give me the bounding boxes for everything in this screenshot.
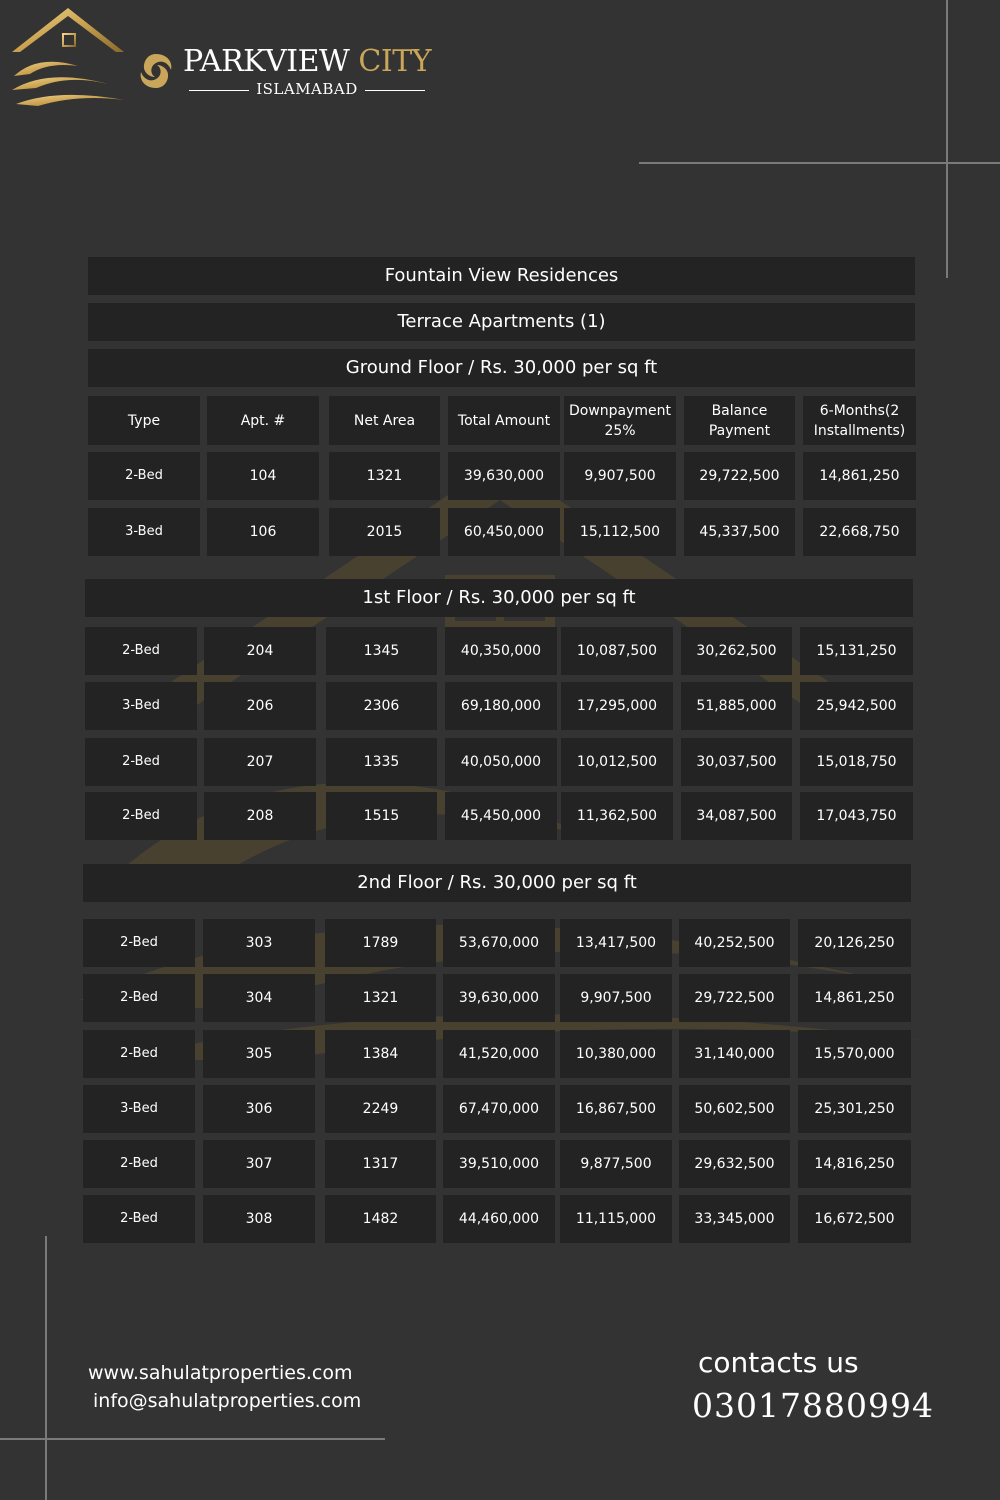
- table-cell: 39,510,000: [443, 1140, 555, 1188]
- table-cell: 1321: [329, 452, 440, 500]
- table-cell: 11,362,500: [561, 792, 673, 840]
- project-title: Fountain View Residences: [384, 265, 619, 286]
- table-cell: 31,140,000: [679, 1030, 790, 1078]
- brand-name: [183, 44, 431, 79]
- floor-title-bar: [85, 579, 913, 617]
- table-cell: 40,350,000: [445, 627, 557, 675]
- table-cell: 67,470,000: [443, 1085, 555, 1133]
- category-title: Terrace Apartments (1): [397, 311, 606, 332]
- table-cell: 2-Bed: [85, 792, 197, 840]
- table-cell: 53,670,000: [443, 919, 555, 967]
- email-link[interactable]: info@sahulatproperties.com: [93, 1390, 362, 1412]
- project-title-bar: [88, 257, 915, 295]
- table-cell: 29,722,500: [679, 974, 790, 1022]
- table-cell: 25,942,500: [800, 682, 913, 730]
- floor-title-bar: [88, 349, 915, 387]
- website-link[interactable]: www.sahulatproperties.com: [88, 1362, 353, 1384]
- column-header: Type: [88, 396, 200, 445]
- table-cell: 17,043,750: [800, 792, 913, 840]
- column-header: Total Amount: [448, 396, 560, 445]
- floor-title: 1st Floor / Rs. 30,000 per sq ft: [362, 587, 636, 608]
- table-cell: 22,668,750: [803, 508, 916, 556]
- column-header: Balance Payment: [684, 396, 795, 445]
- table-cell: 3-Bed: [83, 1085, 195, 1133]
- table-cell: 40,252,500: [679, 919, 790, 967]
- brand-location: ISLAMABAD: [187, 80, 427, 98]
- category-title-bar: [88, 303, 915, 341]
- table-cell: 2-Bed: [88, 452, 200, 500]
- brand-name-part2: CITY: [358, 44, 432, 79]
- table-cell: 20,126,250: [798, 919, 911, 967]
- table-cell: 207: [204, 738, 316, 786]
- table-cell: 15,018,750: [800, 738, 913, 786]
- table-cell: 39,630,000: [448, 452, 560, 500]
- table-cell: 2-Bed: [85, 738, 197, 786]
- brand-name-part1: PARKVIEW: [183, 44, 350, 79]
- floor-title-bar: [83, 864, 911, 902]
- table-cell: 69,180,000: [445, 682, 557, 730]
- table-cell: 15,131,250: [800, 627, 913, 675]
- table-cell: 33,345,000: [679, 1195, 790, 1243]
- table-cell: 2-Bed: [83, 1030, 195, 1078]
- table-cell: 206: [204, 682, 316, 730]
- table-cell: 16,867,500: [560, 1085, 672, 1133]
- table-cell: 303: [203, 919, 315, 967]
- table-cell: 17,295,000: [561, 682, 673, 730]
- table-cell: 15,570,000: [798, 1030, 911, 1078]
- floor-title: 2nd Floor / Rs. 30,000 per sq ft: [357, 872, 637, 893]
- table-cell: 208: [204, 792, 316, 840]
- table-cell: 14,861,250: [798, 974, 911, 1022]
- table-cell: 29,632,500: [679, 1140, 790, 1188]
- floor-title: Ground Floor / Rs. 30,000 per sq ft: [345, 357, 658, 378]
- house-logo-icon: [8, 4, 128, 114]
- table-cell: 39,630,000: [443, 974, 555, 1022]
- table-cell: 2249: [325, 1085, 436, 1133]
- column-header: Net Area: [329, 396, 440, 445]
- column-header: Apt. #: [207, 396, 319, 445]
- table-cell: 204: [204, 627, 316, 675]
- table-cell: 13,417,500: [560, 919, 672, 967]
- table-cell: 10,087,500: [561, 627, 673, 675]
- table-cell: 2-Bed: [85, 627, 197, 675]
- table-cell: 44,460,000: [443, 1195, 555, 1243]
- table-cell: 305: [203, 1030, 315, 1078]
- table-cell: 2-Bed: [83, 1195, 195, 1243]
- table-cell: 306: [203, 1085, 315, 1133]
- table-cell: 1321: [325, 974, 436, 1022]
- table-cell: 10,012,500: [561, 738, 673, 786]
- table-cell: 106: [207, 508, 319, 556]
- swirl-logo-icon: [135, 50, 177, 92]
- table-cell: 1384: [325, 1030, 436, 1078]
- table-cell: 2306: [326, 682, 437, 730]
- table-cell: 1335: [326, 738, 437, 786]
- table-cell: 45,450,000: [445, 792, 557, 840]
- table-cell: 2-Bed: [83, 1140, 195, 1188]
- table-cell: 25,301,250: [798, 1085, 911, 1133]
- table-cell: 1515: [326, 792, 437, 840]
- table-cell: 9,907,500: [564, 452, 676, 500]
- table-cell: 11,115,000: [560, 1195, 672, 1243]
- table-cell: 14,816,250: [798, 1140, 911, 1188]
- table-cell: 3-Bed: [88, 508, 200, 556]
- contact-label: contacts us: [698, 1346, 859, 1379]
- table-cell: 2-Bed: [83, 974, 195, 1022]
- table-cell: 40,050,000: [445, 738, 557, 786]
- table-cell: 308: [203, 1195, 315, 1243]
- column-header: 6-Months(2 Installments): [803, 396, 916, 445]
- table-cell: 307: [203, 1140, 315, 1188]
- table-cell: 104: [207, 452, 319, 500]
- phone-number[interactable]: 03017880994: [692, 1386, 934, 1425]
- table-cell: 1789: [325, 919, 436, 967]
- table-cell: 2015: [329, 508, 440, 556]
- table-cell: 9,877,500: [560, 1140, 672, 1188]
- table-cell: 50,602,500: [679, 1085, 790, 1133]
- table-cell: 29,722,500: [684, 452, 795, 500]
- decorative-line: [0, 1438, 385, 1440]
- table-cell: 10,380,000: [560, 1030, 672, 1078]
- table-cell: 9,907,500: [560, 974, 672, 1022]
- column-header: Downpayment 25%: [564, 396, 676, 445]
- table-cell: 15,112,500: [564, 508, 676, 556]
- table-cell: 51,885,000: [681, 682, 792, 730]
- table-cell: 34,087,500: [681, 792, 792, 840]
- decorative-line: [946, 0, 948, 278]
- decorative-line: [45, 1236, 47, 1500]
- table-cell: 1317: [325, 1140, 436, 1188]
- table-cell: 3-Bed: [85, 682, 197, 730]
- table-cell: 30,037,500: [681, 738, 792, 786]
- table-cell: 45,337,500: [684, 508, 795, 556]
- table-cell: 1345: [326, 627, 437, 675]
- table-cell: 1482: [325, 1195, 436, 1243]
- table-cell: 60,450,000: [448, 508, 560, 556]
- table-cell: 41,520,000: [443, 1030, 555, 1078]
- table-cell: 2-Bed: [83, 919, 195, 967]
- table-cell: 30,262,500: [681, 627, 792, 675]
- table-cell: 14,861,250: [803, 452, 916, 500]
- table-cell: 16,672,500: [798, 1195, 911, 1243]
- table-cell: 304: [203, 974, 315, 1022]
